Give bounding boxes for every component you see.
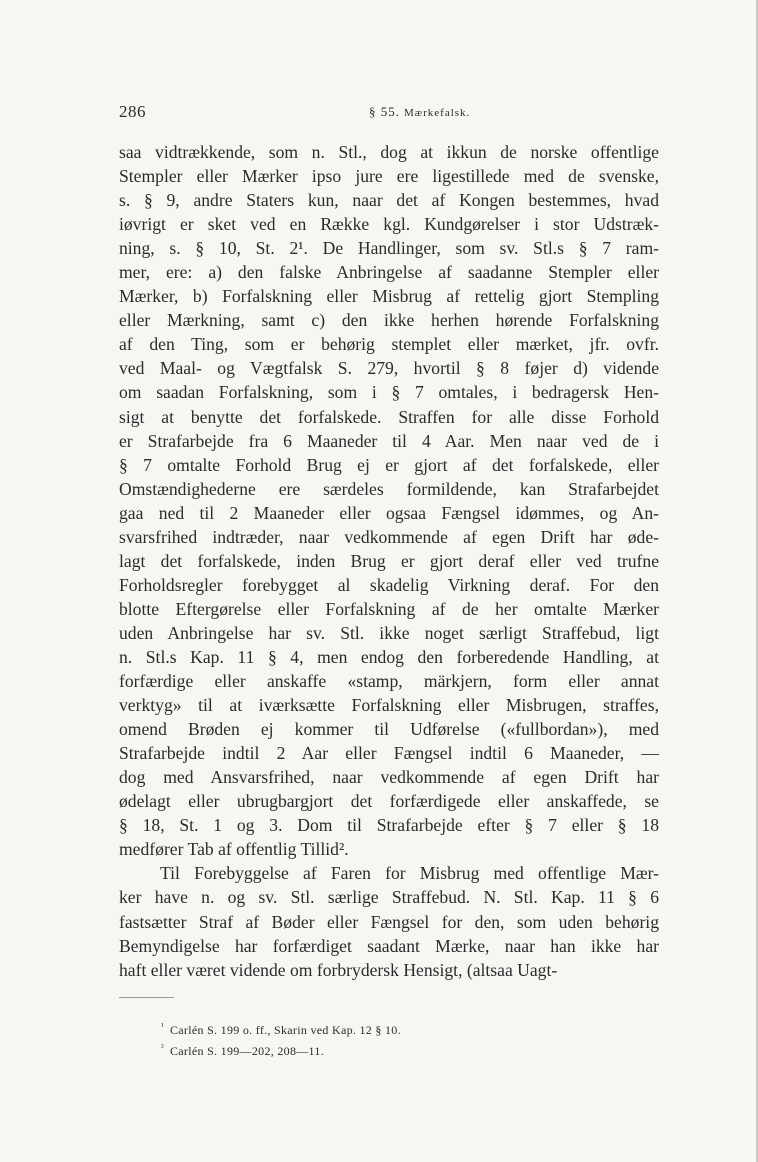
text-line: ved Maal- og Vægtfalsk S. 279, hvortil § 8 føjer d) vidende [119,358,659,379]
footnote-mark: ¹ [161,1021,164,1031]
text-line: lagt det forfalskede, inden Brug er gjort deraf eller ved trufne [119,550,659,571]
text-line: n. Stl.s Kap. 11 § 4, men endog den forberedende Handling, at [119,646,659,667]
text-line: ødelagt eller ubrugbargjort det forfærdigede eller anskaffede, se [119,791,659,812]
footnote-mark: ² [161,1042,164,1052]
text-line: ker have n. og sv. Stl. særlige Straffebud. N. Stl. Kap. 11 § 6 [119,887,659,908]
section-title: Mærkefalsk. [404,107,471,119]
text-line: sigt at benytte det forfalskede. Straffen for alle disse Forhold [119,406,659,427]
section-reference [369,104,470,120]
footnote [161,1020,561,1041]
text-line: Stempler eller Mærker ipso jure ere ligestillede med de svenske, [119,166,659,187]
text-line: Strafarbejde indtil 2 Aar eller Fængsel indtil 6 Maaneder, — [119,743,659,764]
text-line: ning, s. § 10, St. 2¹. De Handlinger, som sv. Stl.s § 7 ram- [119,238,659,259]
text-line: s. § 9, andre Staters kun, naar det af Kongen bestemmes, hvad [119,190,659,211]
body-text [119,140,659,982]
text-line: mer, ere: a) den falske Anbringelse af saadanne Stempler eller [119,262,659,283]
text-line: medfører Tab af offentlig Tillid². [119,839,349,860]
text-line: iøvrigt er sket ved en Række kgl. Kundgørelser i stor Udstræk- [119,214,659,235]
footnote-text: Carlén S. 199—202, 208—11. [170,1044,325,1058]
footnote-text: Carlén S. 199 o. ff., Skarin ved Kap. 12 § 10. [170,1023,401,1037]
text-line: haft eller været vidende om forbrydersk Hensigt, (altsaa Uagt- [119,959,558,980]
text-line: gaa ned til 2 Maaneder eller ogsaa Fængsel idømmes, og An- [119,502,659,523]
footnote [161,1041,561,1062]
text-line: Forholdsregler forebygget al skadelig Virkning deraf. For den [119,574,659,595]
text-line: § 7 omtalte Forhold Brug ej er gjort af det forfalskede, eller [119,454,659,475]
section-number: § 55. [369,104,400,119]
text-line: § 18, St. 1 og 3. Dom til Strafarbejde efter § 7 eller § 18 [119,815,659,836]
text-line: verktyg» til at iværksætte Forfalskning eller Misbrugen, straffes, [119,695,659,716]
text-line: Til Forebyggelse af Faren for Misbrug med offentlige Mær- [160,863,659,884]
text-line: uden Anbringelse har sv. Stl. ikke noget særligt Straffebud, ligt [119,622,659,643]
footnote-divider [119,997,174,998]
text-line: saa vidtrækkende, som n. Stl., dog at ikkun de norske offentlige [119,142,659,162]
text-line: blotte Eftergørelse eller Forfalskning af de her omtalte Mærker [119,598,659,619]
text-line: er Strafarbejde fra 6 Maaneder til 4 Aar. Men naar ved de i [119,430,659,451]
text-line: forfærdige eller anskaffe «stamp, märkjern, form eller annat [119,671,659,692]
text-line: svarsfrihed indtræder, naar vedkommende af egen Drift har øde- [119,526,659,547]
text-line: eller Mærkning, samt c) den ikke herhen hørende Forfalskning [119,310,659,331]
text-line: af den Ting, som er behørig stemplet eller mærket, jfr. ovfr. [119,334,659,355]
text-line: omend Brøden ej kommer til Udførelse («fullbordan»), med [119,719,659,740]
footnotes [161,1020,561,1062]
running-header [119,102,659,122]
text-line: Omstændighederne ere særdeles formildende, kan Strafarbejdet [119,478,659,499]
text-line: Mærker, b) Forfalskning eller Misbrug af rettelig gjort Stempling [119,286,659,307]
text-line: om saadan Forfalskning, som i § 7 omtales, i bedragersk Hen- [119,382,659,403]
text-line: Bemyndigelse har forfærdiget saadant Mærke, naar han ikke har [119,935,659,956]
page-number: 286 [119,102,146,121]
text-line: fastsætter Straf af Bøder eller Fængsel for den, som uden behørig [119,911,659,932]
text-line: dog med Ansvarsfrihed, naar vedkommende af egen Drift har [119,767,659,788]
